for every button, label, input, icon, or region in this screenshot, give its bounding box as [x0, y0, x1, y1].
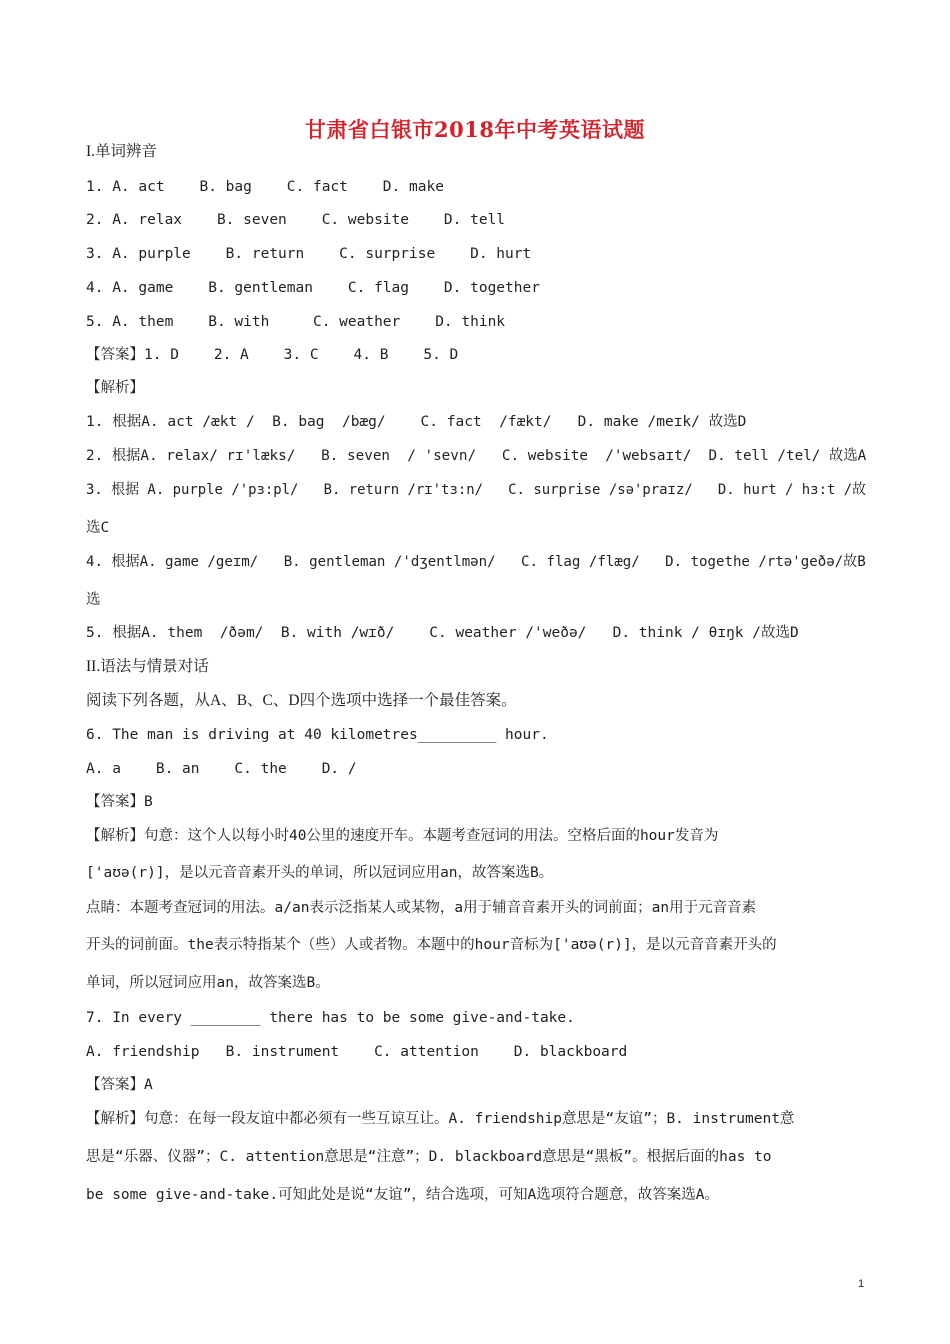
- analysis-4-cont: 选: [86, 592, 101, 608]
- answer-key: 【答案】1. D 2. A 3. C 4. B 5. D: [86, 347, 459, 363]
- page-number: 1: [858, 1278, 865, 1290]
- analysis-4: 4. 根据A. game /geɪm/ B. gentleman /'dʒentlmən/ C. flag /flæg/ D. togethe /rtə'geðə/故B: [86, 554, 866, 570]
- analysis-3: 3. 根据 A. purple /'pɜ:pl/ B. return /rɪ'tɜ:n/ C. surprise /sə'praɪz/ D. hurt / hɜ:t /故: [86, 482, 867, 498]
- analysis-1: 1. 根据A. act /ækt / B. bag /bæg/ C. fact /fækt/ D. make /meɪk/ 故选D: [86, 414, 747, 430]
- question-1: 1. A. act B. bag C. fact D. make: [86, 179, 444, 195]
- question-7-analysis: 思是“乐器、仪器”；C. attention意思是“注意”；D. blackboard意思是“黑板”。根据后面的has to: [86, 1149, 772, 1165]
- question-2: 2. A. relax B. seven C. website D. tell: [86, 212, 506, 228]
- analysis-3-cont: 选C: [86, 520, 110, 536]
- question-6-note: 单词，所以冠词应用an，故答案选B。: [86, 975, 330, 991]
- instruction: 阅读下列各题，从A、B、C、D四个选项中选择一个最佳答案。: [86, 692, 517, 709]
- analysis-label: 【解析】: [86, 380, 144, 396]
- question-6-analysis: ['aʊə(r)]，是以元音音素开头的单词，所以冠词应用an，故答案选B。: [86, 865, 554, 881]
- question-6-analysis: 【解析】句意：这个人以每小时40公里的速度开车。本题考查冠词的用法。空格后面的hour发音为: [86, 828, 719, 844]
- question-4: 4. A. game B. gentleman C. flag D. together: [86, 280, 540, 296]
- question-6-options: A. a B. an C. the D. /: [86, 761, 357, 777]
- question-7-options: A. friendship B. instrument C. attention D. blackboard: [86, 1044, 628, 1060]
- question-5: 5. A. them B. with C. weather D. think: [86, 314, 506, 330]
- question-6: 6. The man is driving at 40 kilometres_________ hour.: [86, 727, 549, 743]
- question-7-analysis: 【解析】句意：在每一段友谊中都必须有一些互谅互让。A. friendship意思是“友谊”；B. instrument意: [86, 1111, 795, 1127]
- question-3: 3. A. purple B. return C. surprise D. hurt: [86, 246, 532, 262]
- question-7-answer: 【答案】A: [86, 1077, 153, 1093]
- page-title: 甘肃省白银市2018年中考英语试题: [305, 117, 645, 142]
- section-heading: II.语法与情景对话: [86, 658, 209, 675]
- question-6-answer: 【答案】B: [86, 794, 153, 810]
- question-7: 7. In every ________ there has to be some give-and-take.: [86, 1010, 575, 1026]
- analysis-2: 2. 根据A. relax/ rɪ'læks/ B. seven / 'sevn/ C. website /'websaɪt/ D. tell /tel/ 故选A: [86, 448, 867, 464]
- analysis-5: 5. 根据A. them /ðəm/ B. with /wɪð/ C. weather /'weðə/ D. think / θɪŋk /故选D: [86, 625, 799, 641]
- question-6-note: 点睛：本题考查冠词的用法。a/an表示泛指某人或某物，a用于辅音音素开头的词前面；an用于元音音素: [86, 900, 757, 916]
- question-6-note: 开头的词前面。the表示特指某个（些）人或者物。本题中的hour音标为['aʊə(r)]，是以元音音素开头的: [86, 937, 777, 953]
- question-7-analysis: be some give-and-take.可知此处是说“友谊”，结合选项，可知A选项符合题意，故答案选A。: [86, 1187, 719, 1203]
- section-heading: I.单词辨音: [86, 143, 158, 160]
